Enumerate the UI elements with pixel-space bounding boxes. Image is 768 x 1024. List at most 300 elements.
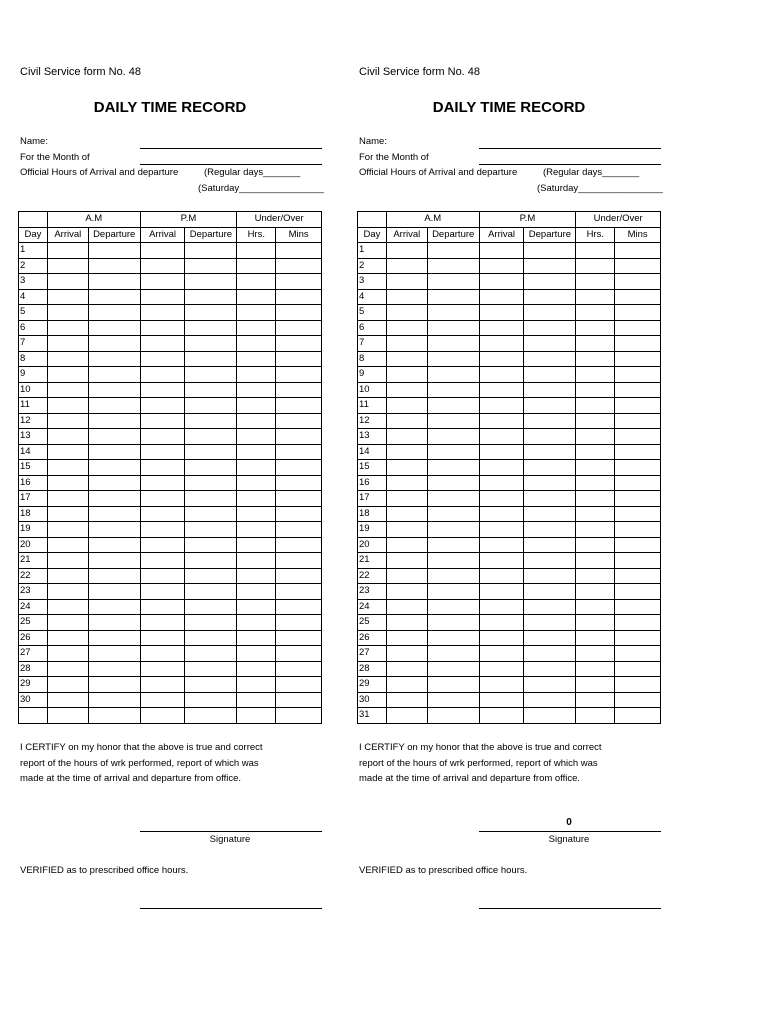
time-entry-cell[interactable] xyxy=(88,320,140,336)
time-entry-cell[interactable] xyxy=(386,522,427,538)
time-entry-cell[interactable] xyxy=(576,661,615,677)
time-entry-cell[interactable] xyxy=(237,351,276,367)
time-entry-cell[interactable] xyxy=(140,537,185,553)
time-entry-cell[interactable] xyxy=(47,522,88,538)
time-entry-cell[interactable] xyxy=(576,243,615,259)
time-entry-cell[interactable] xyxy=(524,646,576,662)
time-entry-cell[interactable] xyxy=(88,677,140,693)
time-entry-cell[interactable] xyxy=(479,444,524,460)
time-entry-cell[interactable] xyxy=(427,305,479,321)
time-entry-cell[interactable] xyxy=(576,367,615,383)
time-entry-cell[interactable] xyxy=(47,646,88,662)
time-entry-cell[interactable] xyxy=(185,677,237,693)
time-entry-cell[interactable] xyxy=(576,475,615,491)
time-entry-cell[interactable] xyxy=(140,630,185,646)
time-entry-cell[interactable] xyxy=(427,537,479,553)
time-entry-cell[interactable] xyxy=(386,258,427,274)
time-entry-cell[interactable] xyxy=(615,351,661,367)
time-entry-cell[interactable] xyxy=(185,522,237,538)
verifier-signature-line[interactable] xyxy=(140,908,322,909)
time-entry-cell[interactable] xyxy=(386,305,427,321)
time-entry-cell[interactable] xyxy=(185,615,237,631)
time-entry-cell[interactable] xyxy=(615,243,661,259)
time-entry-cell[interactable] xyxy=(276,599,322,615)
time-entry-cell[interactable] xyxy=(524,413,576,429)
time-entry-cell[interactable] xyxy=(386,336,427,352)
time-entry-cell[interactable] xyxy=(88,630,140,646)
time-entry-cell[interactable] xyxy=(615,630,661,646)
time-entry-cell[interactable] xyxy=(237,506,276,522)
signature-line[interactable] xyxy=(140,831,322,832)
time-entry-cell[interactable] xyxy=(479,336,524,352)
time-entry-cell[interactable] xyxy=(427,258,479,274)
time-entry-cell[interactable] xyxy=(576,336,615,352)
time-entry-cell[interactable] xyxy=(427,615,479,631)
time-entry-cell[interactable] xyxy=(576,584,615,600)
time-entry-cell[interactable] xyxy=(427,677,479,693)
time-entry-cell[interactable] xyxy=(576,351,615,367)
time-entry-cell[interactable] xyxy=(237,630,276,646)
time-entry-cell[interactable] xyxy=(47,429,88,445)
time-entry-cell[interactable] xyxy=(576,568,615,584)
regular-days-label[interactable]: (Regular days_______ xyxy=(204,167,301,178)
month-field[interactable] xyxy=(479,164,661,165)
time-entry-cell[interactable] xyxy=(576,553,615,569)
time-entry-cell[interactable] xyxy=(524,320,576,336)
time-entry-cell[interactable] xyxy=(237,522,276,538)
time-entry-cell[interactable] xyxy=(47,537,88,553)
time-entry-cell[interactable] xyxy=(615,444,661,460)
time-entry-cell[interactable] xyxy=(47,599,88,615)
time-entry-cell[interactable] xyxy=(615,382,661,398)
time-entry-cell[interactable] xyxy=(276,429,322,445)
time-entry-cell[interactable] xyxy=(237,646,276,662)
time-entry-cell[interactable] xyxy=(615,615,661,631)
time-entry-cell[interactable] xyxy=(427,460,479,476)
time-entry-cell[interactable] xyxy=(524,584,576,600)
time-entry-cell[interactable] xyxy=(615,708,661,724)
time-entry-cell[interactable] xyxy=(140,305,185,321)
time-entry-cell[interactable] xyxy=(576,646,615,662)
time-entry-cell[interactable] xyxy=(88,429,140,445)
time-entry-cell[interactable] xyxy=(427,522,479,538)
time-entry-cell[interactable] xyxy=(427,336,479,352)
time-entry-cell[interactable] xyxy=(276,243,322,259)
time-entry-cell[interactable] xyxy=(576,305,615,321)
time-entry-cell[interactable] xyxy=(47,274,88,290)
time-entry-cell[interactable] xyxy=(524,553,576,569)
time-entry-cell[interactable] xyxy=(185,367,237,383)
time-entry-cell[interactable] xyxy=(237,460,276,476)
time-entry-cell[interactable] xyxy=(427,630,479,646)
time-entry-cell[interactable] xyxy=(524,382,576,398)
time-entry-cell[interactable] xyxy=(88,367,140,383)
time-entry-cell[interactable] xyxy=(237,475,276,491)
time-entry-cell[interactable] xyxy=(576,382,615,398)
time-entry-cell[interactable] xyxy=(237,553,276,569)
time-entry-cell[interactable] xyxy=(276,506,322,522)
time-entry-cell[interactable] xyxy=(524,305,576,321)
time-entry-cell[interactable] xyxy=(576,320,615,336)
time-entry-cell[interactable] xyxy=(140,491,185,507)
time-entry-cell[interactable] xyxy=(140,351,185,367)
time-entry-cell[interactable] xyxy=(576,630,615,646)
time-entry-cell[interactable] xyxy=(237,615,276,631)
time-entry-cell[interactable] xyxy=(524,444,576,460)
time-entry-cell[interactable] xyxy=(386,677,427,693)
time-entry-cell[interactable] xyxy=(615,429,661,445)
time-entry-cell[interactable] xyxy=(479,305,524,321)
time-entry-cell[interactable] xyxy=(47,677,88,693)
time-entry-cell[interactable] xyxy=(88,336,140,352)
time-entry-cell[interactable] xyxy=(47,584,88,600)
time-entry-cell[interactable] xyxy=(140,258,185,274)
time-entry-cell[interactable] xyxy=(47,336,88,352)
time-entry-cell[interactable] xyxy=(524,243,576,259)
signature-line[interactable] xyxy=(479,831,661,832)
time-entry-cell[interactable] xyxy=(615,336,661,352)
time-entry-cell[interactable] xyxy=(185,599,237,615)
time-entry-cell[interactable] xyxy=(524,506,576,522)
name-field[interactable] xyxy=(140,148,322,149)
time-entry-cell[interactable] xyxy=(237,568,276,584)
time-entry-cell[interactable] xyxy=(88,258,140,274)
time-entry-cell[interactable] xyxy=(427,367,479,383)
time-entry-cell[interactable] xyxy=(576,615,615,631)
time-entry-cell[interactable] xyxy=(615,661,661,677)
time-entry-cell[interactable] xyxy=(140,553,185,569)
time-entry-cell[interactable] xyxy=(185,243,237,259)
name-field[interactable] xyxy=(479,148,661,149)
time-entry-cell[interactable] xyxy=(185,351,237,367)
time-entry-cell[interactable] xyxy=(479,243,524,259)
time-entry-cell[interactable] xyxy=(615,274,661,290)
time-entry-cell[interactable] xyxy=(386,646,427,662)
time-entry-cell[interactable] xyxy=(524,692,576,708)
time-entry-cell[interactable] xyxy=(615,398,661,414)
time-entry-cell[interactable] xyxy=(524,289,576,305)
time-entry-cell[interactable] xyxy=(386,351,427,367)
time-entry-cell[interactable] xyxy=(524,599,576,615)
time-entry-cell[interactable] xyxy=(427,289,479,305)
time-entry-cell[interactable] xyxy=(237,491,276,507)
saturday-label[interactable]: (Saturday________________ xyxy=(537,183,663,194)
time-entry-cell[interactable] xyxy=(427,708,479,724)
time-entry-cell[interactable] xyxy=(88,460,140,476)
time-entry-cell[interactable] xyxy=(140,367,185,383)
time-entry-cell[interactable] xyxy=(576,444,615,460)
time-entry-cell[interactable] xyxy=(140,615,185,631)
time-entry-cell[interactable] xyxy=(237,537,276,553)
time-entry-cell[interactable] xyxy=(88,351,140,367)
time-entry-cell[interactable] xyxy=(479,429,524,445)
time-entry-cell[interactable] xyxy=(276,351,322,367)
time-entry-cell[interactable] xyxy=(427,599,479,615)
time-entry-cell[interactable] xyxy=(386,274,427,290)
time-entry-cell[interactable] xyxy=(276,615,322,631)
time-entry-cell[interactable] xyxy=(386,475,427,491)
time-entry-cell[interactable] xyxy=(47,444,88,460)
time-entry-cell[interactable] xyxy=(615,491,661,507)
time-entry-cell[interactable] xyxy=(576,274,615,290)
time-entry-cell[interactable] xyxy=(576,692,615,708)
time-entry-cell[interactable] xyxy=(237,584,276,600)
time-entry-cell[interactable] xyxy=(140,677,185,693)
time-entry-cell[interactable] xyxy=(615,506,661,522)
time-entry-cell[interactable] xyxy=(140,599,185,615)
time-entry-cell[interactable] xyxy=(140,382,185,398)
time-entry-cell[interactable] xyxy=(237,429,276,445)
time-entry-cell[interactable] xyxy=(427,475,479,491)
time-entry-cell[interactable] xyxy=(427,692,479,708)
time-entry-cell[interactable] xyxy=(386,320,427,336)
time-entry-cell[interactable] xyxy=(615,305,661,321)
time-entry-cell[interactable] xyxy=(88,537,140,553)
time-entry-cell[interactable] xyxy=(386,708,427,724)
time-entry-cell[interactable] xyxy=(427,243,479,259)
time-entry-cell[interactable] xyxy=(276,274,322,290)
time-entry-cell[interactable] xyxy=(237,320,276,336)
time-entry-cell[interactable] xyxy=(185,553,237,569)
time-entry-cell[interactable] xyxy=(615,677,661,693)
time-entry-cell[interactable] xyxy=(88,382,140,398)
time-entry-cell[interactable] xyxy=(427,398,479,414)
time-entry-cell[interactable] xyxy=(479,537,524,553)
time-entry-cell[interactable] xyxy=(140,336,185,352)
time-entry-cell[interactable] xyxy=(479,646,524,662)
time-entry-cell[interactable] xyxy=(185,398,237,414)
time-entry-cell[interactable] xyxy=(615,568,661,584)
time-entry-cell[interactable] xyxy=(276,708,322,724)
time-entry-cell[interactable] xyxy=(615,320,661,336)
time-entry-cell[interactable] xyxy=(576,289,615,305)
time-entry-cell[interactable] xyxy=(427,429,479,445)
time-entry-cell[interactable] xyxy=(276,289,322,305)
time-entry-cell[interactable] xyxy=(88,413,140,429)
time-entry-cell[interactable] xyxy=(386,398,427,414)
time-entry-cell[interactable] xyxy=(140,475,185,491)
verifier-signature-line[interactable] xyxy=(479,908,661,909)
time-entry-cell[interactable] xyxy=(276,382,322,398)
time-entry-cell[interactable] xyxy=(479,460,524,476)
time-entry-cell[interactable] xyxy=(615,537,661,553)
time-entry-cell[interactable] xyxy=(47,692,88,708)
time-entry-cell[interactable] xyxy=(386,413,427,429)
time-entry-cell[interactable] xyxy=(47,398,88,414)
time-entry-cell[interactable] xyxy=(427,382,479,398)
time-entry-cell[interactable] xyxy=(276,258,322,274)
time-entry-cell[interactable] xyxy=(88,522,140,538)
time-entry-cell[interactable] xyxy=(88,475,140,491)
time-entry-cell[interactable] xyxy=(386,630,427,646)
time-entry-cell[interactable] xyxy=(185,413,237,429)
time-entry-cell[interactable] xyxy=(185,382,237,398)
time-entry-cell[interactable] xyxy=(237,305,276,321)
time-entry-cell[interactable] xyxy=(88,646,140,662)
time-entry-cell[interactable] xyxy=(185,630,237,646)
time-entry-cell[interactable] xyxy=(185,537,237,553)
time-entry-cell[interactable] xyxy=(576,491,615,507)
time-entry-cell[interactable] xyxy=(276,677,322,693)
time-entry-cell[interactable] xyxy=(479,568,524,584)
time-entry-cell[interactable] xyxy=(524,367,576,383)
time-entry-cell[interactable] xyxy=(276,475,322,491)
time-entry-cell[interactable] xyxy=(47,243,88,259)
time-entry-cell[interactable] xyxy=(386,661,427,677)
time-entry-cell[interactable] xyxy=(479,708,524,724)
time-entry-cell[interactable] xyxy=(140,398,185,414)
time-entry-cell[interactable] xyxy=(386,615,427,631)
time-entry-cell[interactable] xyxy=(386,289,427,305)
time-entry-cell[interactable] xyxy=(276,367,322,383)
time-entry-cell[interactable] xyxy=(576,398,615,414)
time-entry-cell[interactable] xyxy=(47,460,88,476)
time-entry-cell[interactable] xyxy=(386,584,427,600)
time-entry-cell[interactable] xyxy=(615,522,661,538)
time-entry-cell[interactable] xyxy=(140,646,185,662)
time-entry-cell[interactable] xyxy=(185,305,237,321)
time-entry-cell[interactable] xyxy=(524,460,576,476)
time-entry-cell[interactable] xyxy=(185,320,237,336)
time-entry-cell[interactable] xyxy=(576,522,615,538)
time-entry-cell[interactable] xyxy=(615,367,661,383)
time-entry-cell[interactable] xyxy=(524,336,576,352)
time-entry-cell[interactable] xyxy=(276,630,322,646)
time-entry-cell[interactable] xyxy=(479,584,524,600)
time-entry-cell[interactable] xyxy=(185,475,237,491)
time-entry-cell[interactable] xyxy=(47,661,88,677)
time-entry-cell[interactable] xyxy=(140,506,185,522)
time-entry-cell[interactable] xyxy=(524,398,576,414)
time-entry-cell[interactable] xyxy=(524,491,576,507)
time-entry-cell[interactable] xyxy=(47,320,88,336)
time-entry-cell[interactable] xyxy=(479,677,524,693)
time-entry-cell[interactable] xyxy=(140,274,185,290)
time-entry-cell[interactable] xyxy=(276,336,322,352)
time-entry-cell[interactable] xyxy=(237,599,276,615)
time-entry-cell[interactable] xyxy=(88,599,140,615)
time-entry-cell[interactable] xyxy=(237,243,276,259)
time-entry-cell[interactable] xyxy=(185,460,237,476)
time-entry-cell[interactable] xyxy=(576,708,615,724)
time-entry-cell[interactable] xyxy=(237,289,276,305)
time-entry-cell[interactable] xyxy=(427,568,479,584)
time-entry-cell[interactable] xyxy=(576,506,615,522)
time-entry-cell[interactable] xyxy=(615,692,661,708)
time-entry-cell[interactable] xyxy=(427,661,479,677)
month-field[interactable] xyxy=(140,164,322,165)
time-entry-cell[interactable] xyxy=(47,258,88,274)
time-entry-cell[interactable] xyxy=(615,599,661,615)
time-entry-cell[interactable] xyxy=(185,491,237,507)
time-entry-cell[interactable] xyxy=(479,661,524,677)
time-entry-cell[interactable] xyxy=(237,708,276,724)
time-entry-cell[interactable] xyxy=(427,553,479,569)
time-entry-cell[interactable] xyxy=(88,584,140,600)
time-entry-cell[interactable] xyxy=(427,320,479,336)
time-entry-cell[interactable] xyxy=(427,584,479,600)
time-entry-cell[interactable] xyxy=(276,398,322,414)
time-entry-cell[interactable] xyxy=(88,506,140,522)
time-entry-cell[interactable] xyxy=(185,429,237,445)
time-entry-cell[interactable] xyxy=(427,413,479,429)
time-entry-cell[interactable] xyxy=(276,646,322,662)
time-entry-cell[interactable] xyxy=(88,274,140,290)
time-entry-cell[interactable] xyxy=(47,413,88,429)
time-entry-cell[interactable] xyxy=(47,615,88,631)
time-entry-cell[interactable] xyxy=(524,522,576,538)
time-entry-cell[interactable] xyxy=(386,537,427,553)
time-entry-cell[interactable] xyxy=(615,584,661,600)
time-entry-cell[interactable] xyxy=(237,382,276,398)
time-entry-cell[interactable] xyxy=(524,274,576,290)
time-entry-cell[interactable] xyxy=(237,398,276,414)
time-entry-cell[interactable] xyxy=(88,289,140,305)
time-entry-cell[interactable] xyxy=(576,413,615,429)
time-entry-cell[interactable] xyxy=(524,661,576,677)
time-entry-cell[interactable] xyxy=(237,661,276,677)
time-entry-cell[interactable] xyxy=(185,692,237,708)
time-entry-cell[interactable] xyxy=(615,413,661,429)
time-entry-cell[interactable] xyxy=(140,243,185,259)
time-entry-cell[interactable] xyxy=(276,661,322,677)
time-entry-cell[interactable] xyxy=(237,677,276,693)
time-entry-cell[interactable] xyxy=(615,553,661,569)
time-entry-cell[interactable] xyxy=(237,274,276,290)
time-entry-cell[interactable] xyxy=(479,398,524,414)
time-entry-cell[interactable] xyxy=(427,506,479,522)
time-entry-cell[interactable] xyxy=(47,708,88,724)
time-entry-cell[interactable] xyxy=(276,553,322,569)
time-entry-cell[interactable] xyxy=(524,615,576,631)
time-entry-cell[interactable] xyxy=(88,615,140,631)
time-entry-cell[interactable] xyxy=(479,367,524,383)
time-entry-cell[interactable] xyxy=(615,289,661,305)
time-entry-cell[interactable] xyxy=(524,351,576,367)
time-entry-cell[interactable] xyxy=(140,692,185,708)
time-entry-cell[interactable] xyxy=(140,460,185,476)
time-entry-cell[interactable] xyxy=(276,692,322,708)
time-entry-cell[interactable] xyxy=(576,537,615,553)
time-entry-cell[interactable] xyxy=(237,336,276,352)
time-entry-cell[interactable] xyxy=(276,584,322,600)
time-entry-cell[interactable] xyxy=(386,491,427,507)
time-entry-cell[interactable] xyxy=(524,630,576,646)
time-entry-cell[interactable] xyxy=(386,444,427,460)
time-entry-cell[interactable] xyxy=(88,661,140,677)
time-entry-cell[interactable] xyxy=(47,630,88,646)
time-entry-cell[interactable] xyxy=(47,553,88,569)
time-entry-cell[interactable] xyxy=(576,677,615,693)
time-entry-cell[interactable] xyxy=(386,382,427,398)
regular-days-label[interactable]: (Regular days_______ xyxy=(543,167,640,178)
time-entry-cell[interactable] xyxy=(47,382,88,398)
time-entry-cell[interactable] xyxy=(140,444,185,460)
time-entry-cell[interactable] xyxy=(524,475,576,491)
time-entry-cell[interactable] xyxy=(427,274,479,290)
time-entry-cell[interactable] xyxy=(237,413,276,429)
time-entry-cell[interactable] xyxy=(386,506,427,522)
time-entry-cell[interactable] xyxy=(88,568,140,584)
time-entry-cell[interactable] xyxy=(427,491,479,507)
time-entry-cell[interactable] xyxy=(185,646,237,662)
time-entry-cell[interactable] xyxy=(615,258,661,274)
time-entry-cell[interactable] xyxy=(427,351,479,367)
time-entry-cell[interactable] xyxy=(386,460,427,476)
time-entry-cell[interactable] xyxy=(276,460,322,476)
time-entry-cell[interactable] xyxy=(276,491,322,507)
time-entry-cell[interactable] xyxy=(140,522,185,538)
